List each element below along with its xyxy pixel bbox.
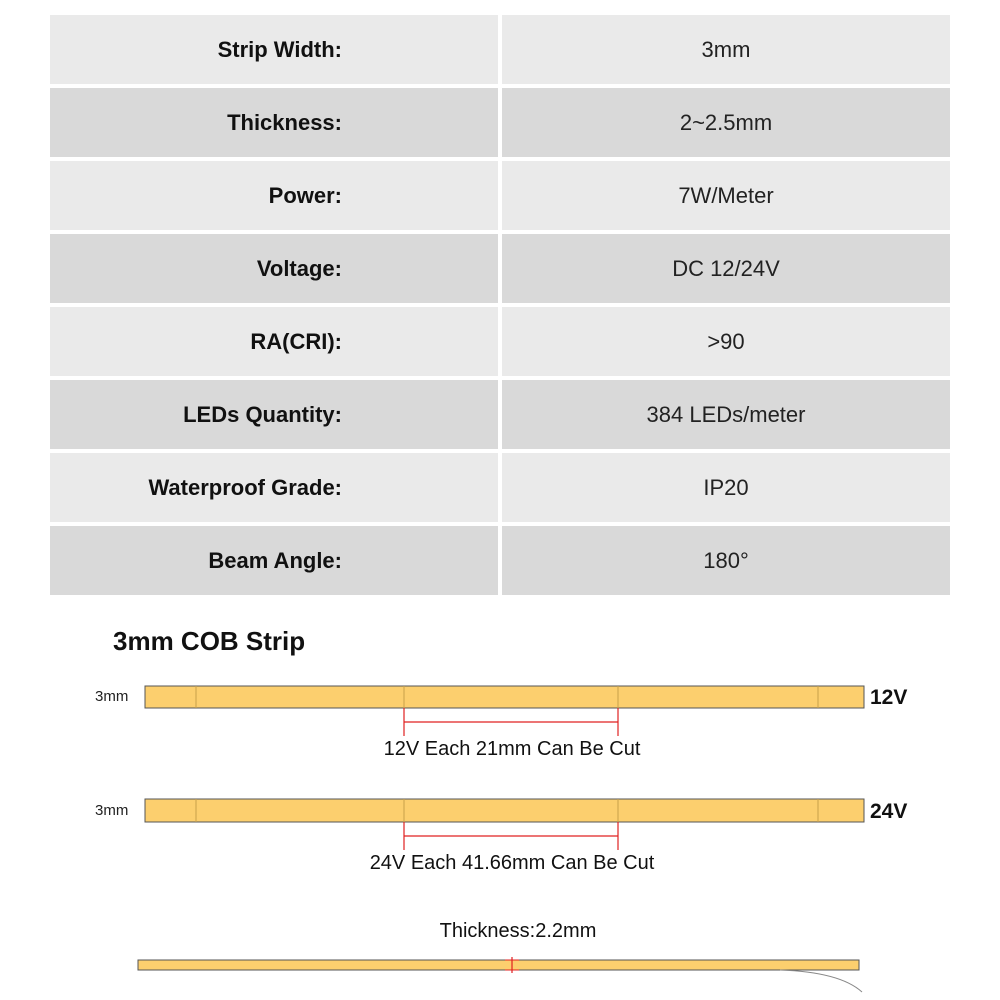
spec-value: 3mm (502, 15, 950, 84)
spec-value: 7W/Meter (502, 161, 950, 230)
spec-value: >90 (502, 307, 950, 376)
strip-curl (780, 970, 862, 992)
strip-width-label: 3mm (95, 802, 129, 819)
spec-label: Power: (50, 161, 498, 230)
spec-value: 180° (502, 526, 950, 595)
strip-profile-body (138, 960, 859, 970)
strip-body (145, 799, 864, 822)
strip-body (145, 686, 864, 708)
spec-value: DC 12/24V (502, 234, 950, 303)
voltage-label: 24V (870, 800, 908, 823)
strip-12v (145, 686, 864, 736)
spec-label: Voltage: (50, 234, 498, 303)
spec-label: Beam Angle: (50, 526, 498, 595)
cut-instruction: 24V Each 41.66mm Can Be Cut (369, 852, 655, 874)
section-title: 3mm COB Strip (113, 626, 306, 656)
spec-label: RA(CRI): (50, 307, 498, 376)
cut-instruction: 12V Each 21mm Can Be Cut (383, 738, 641, 760)
strip-width-label: 3mm (95, 688, 129, 705)
spec-label: LEDs Quantity: (50, 380, 498, 449)
spec-value: IP20 (502, 453, 950, 522)
spec-label: Thickness: (50, 88, 498, 157)
spec-label: Strip Width: (50, 15, 498, 84)
voltage-label: 12V (870, 686, 908, 709)
spec-value: 384 LEDs/meter (502, 380, 950, 449)
spec-label: Waterproof Grade: (50, 453, 498, 522)
strip-24v (145, 799, 864, 850)
thickness-label: Thickness:2.2mm (439, 920, 597, 942)
spec-value: 2~2.5mm (502, 88, 950, 157)
strip-side-profile (138, 957, 862, 992)
